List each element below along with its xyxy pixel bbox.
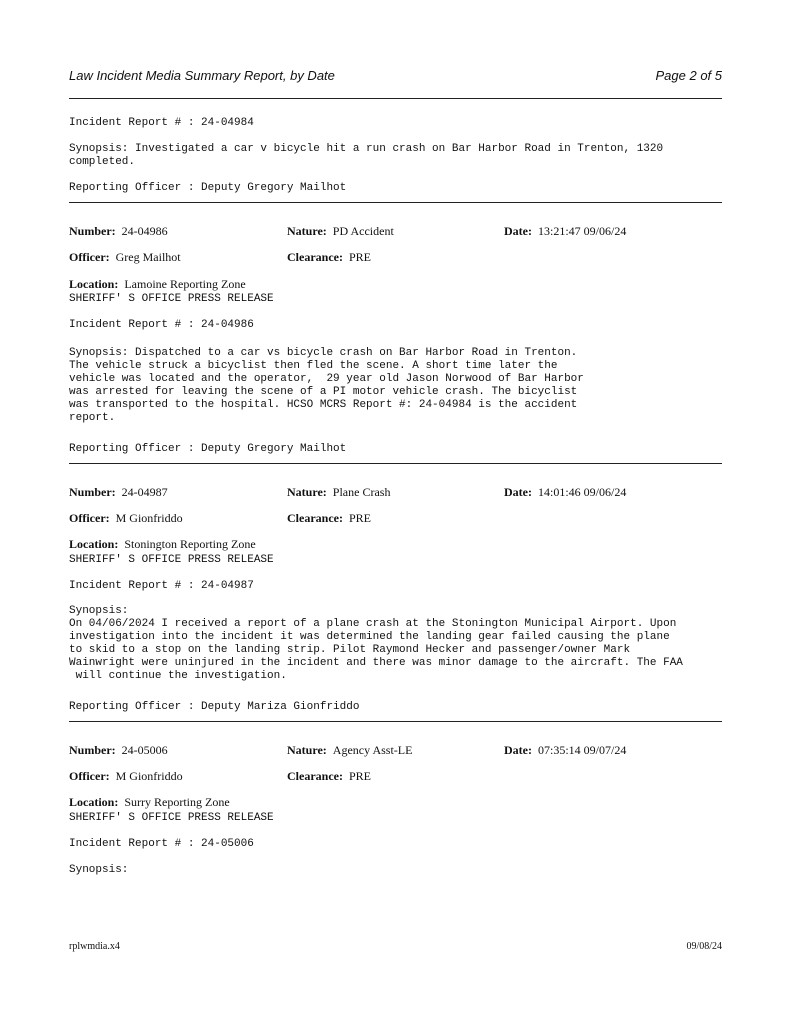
- incident-report-number: Incident Report # : 24-04986: [69, 319, 254, 331]
- press-release-label: SHERIFF' S OFFICE PRESS RELEASE: [69, 554, 274, 566]
- synopsis-text: Synopsis: Investigated a car v bicycle hit a run crash on Bar Harbor Road in Trenton, 1320 completed.: [69, 143, 664, 168]
- incident-nature-field: Nature: PD Accident: [287, 224, 394, 238]
- incident-clearance-field: Clearance: PRE: [287, 769, 371, 783]
- incident-date-field: Date: 07:35:14 09/07/24: [504, 743, 627, 757]
- incident-officer-field: Officer: M Gionfriddo: [69, 511, 183, 525]
- section-divider: [69, 721, 722, 722]
- footer-print-date: 09/08/24: [686, 941, 722, 952]
- section-divider: [69, 202, 722, 203]
- incident-report-number: Incident Report # : 24-05006: [69, 838, 254, 850]
- reporting-officer: Reporting Officer : Deputy Mariza Gionfriddo: [69, 701, 360, 713]
- incident-number-field: Number: 24-04986: [69, 224, 168, 238]
- section-divider: [69, 463, 722, 464]
- incident-location-field: Location: Surry Reporting Zone: [69, 795, 230, 809]
- incident-clearance-field: Clearance: PRE: [287, 511, 371, 525]
- header-divider: [69, 98, 722, 99]
- reporting-officer: Reporting Officer : Deputy Gregory Mailhot: [69, 443, 347, 455]
- incident-officer-field: Officer: Greg Mailhot: [69, 250, 181, 264]
- incident-clearance-field: Clearance: PRE: [287, 250, 371, 264]
- incident-nature-field: Nature: Agency Asst-LE: [287, 743, 413, 757]
- incident-date-field: Date: 13:21:47 09/06/24: [504, 224, 627, 238]
- report-title: Law Incident Media Summary Report, by Date: [69, 68, 335, 83]
- reporting-officer: Reporting Officer : Deputy Gregory Mailhot: [69, 182, 347, 194]
- incident-number-field: Number: 24-05006: [69, 743, 168, 757]
- incident-report-number: Incident Report # : 24-04987: [69, 580, 254, 592]
- incident-location-field: Location: Lamoine Reporting Zone: [69, 277, 246, 291]
- page-indicator: Page 2 of 5: [655, 68, 722, 83]
- press-release-label: SHERIFF' S OFFICE PRESS RELEASE: [69, 293, 274, 305]
- incident-report-number: Incident Report # : 24-04984: [69, 117, 254, 129]
- synopsis-text: Synopsis:: [69, 864, 129, 876]
- incident-location-field: Location: Stonington Reporting Zone: [69, 537, 256, 551]
- incident-date-field: Date: 14:01:46 09/06/24: [504, 485, 627, 499]
- press-release-label: SHERIFF' S OFFICE PRESS RELEASE: [69, 812, 274, 824]
- synopsis-text: Synopsis: Dispatched to a car vs bicycle crash on Bar Harbor Road in Trenton. The vehicle struck a bicyclist then fled the scene. A short time later the vehicle was located and the operator, 29 year old Jason Norwood of Bar Harbor was arrested for leaving the scene of a PI motor vehicle crash. The bicyclist was transported to the hospital. HCSO MCRS Report #: 24-04984 is the accident report.: [69, 347, 584, 424]
- incident-number-field: Number: 24-04987: [69, 485, 168, 499]
- incident-nature-field: Nature: Plane Crash: [287, 485, 391, 499]
- synopsis-text: Synopsis: On 04/06/2024 I received a report of a plane crash at the Stonington Municipal Airport. Upon investigation into the incident it was determined the landing gear failed causing the plane to skid to a stop on the landing strip. Pilot Raymond Hecker and passenger/owner Mark Wainwright were uninjured in the incident and there was minor damage to the aircraft. The FAA will continue the investigation.: [69, 605, 683, 682]
- incident-officer-field: Officer: M Gionfriddo: [69, 769, 183, 783]
- footer-report-code: rplwmdia.x4: [69, 941, 120, 952]
